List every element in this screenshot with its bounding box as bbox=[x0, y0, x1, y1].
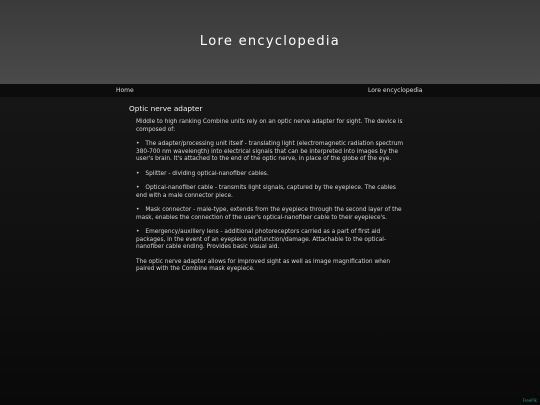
article-bullet bbox=[136, 207, 406, 222]
article-intro: Middle to high ranking Combine units rely on an optic nerve adapter for sight. The device is composed of: bbox=[136, 119, 403, 133]
article-body bbox=[136, 119, 406, 281]
main-content bbox=[0, 97, 540, 405]
nav-home-link[interactable]: Home bbox=[116, 87, 134, 94]
bullet-text: Splitter - dividing optical-nanofiber cables. bbox=[145, 170, 269, 177]
bullet-icon: • bbox=[136, 170, 140, 177]
bullet-text: Mask connector - male-type, extends from the eyepiece through the second layer of the mask, enables the connection of the user's optical-nanofiber cable to their eyepiece's. bbox=[136, 207, 402, 221]
article-bullet bbox=[136, 141, 406, 164]
article-outro: The optic nerve adapter allows for improved sight as well as image magnification when paired with the Combine mask eyepiece. bbox=[136, 258, 391, 272]
bullet-icon: • bbox=[136, 207, 140, 213]
nav-bar bbox=[0, 84, 540, 97]
bullet-text: The adapter/processing unit itself - translating light (electromagnetic radiation spectrum 380-700 nm wavelength) into electrical signals that can be interpreted into images by the user's brain. It's attached to the end of the optic nerve, in place of the globe of the eye. bbox=[136, 141, 404, 162]
site-header bbox=[0, 0, 540, 84]
article-bullet bbox=[136, 171, 406, 179]
nav-lore-link[interactable]: Lore encyclopedia bbox=[368, 87, 423, 94]
bullet-text: Emergency/auxillery lens - additional photoreceptors carried as a part of first aid packages, in the event of an eyepiece malfunction/damage. Attachable to the optical-nanofiber cable ending. Provides basic visual aid. bbox=[136, 229, 386, 250]
bullet-icon: • bbox=[136, 185, 140, 191]
page-title: Optic nerve adapter bbox=[129, 104, 203, 113]
watermark: FreePik bbox=[522, 398, 537, 403]
article-bullet bbox=[136, 185, 406, 200]
bullet-icon: • bbox=[136, 141, 140, 147]
bullet-text: Optical-nanofiber cable - transmits light signals, captured by the eyepiece. The cables end with a male connector piece. bbox=[136, 185, 396, 199]
bullet-icon: • bbox=[136, 229, 140, 235]
article-bullet bbox=[136, 229, 406, 252]
site-title: Lore encyclopedia bbox=[199, 34, 341, 49]
